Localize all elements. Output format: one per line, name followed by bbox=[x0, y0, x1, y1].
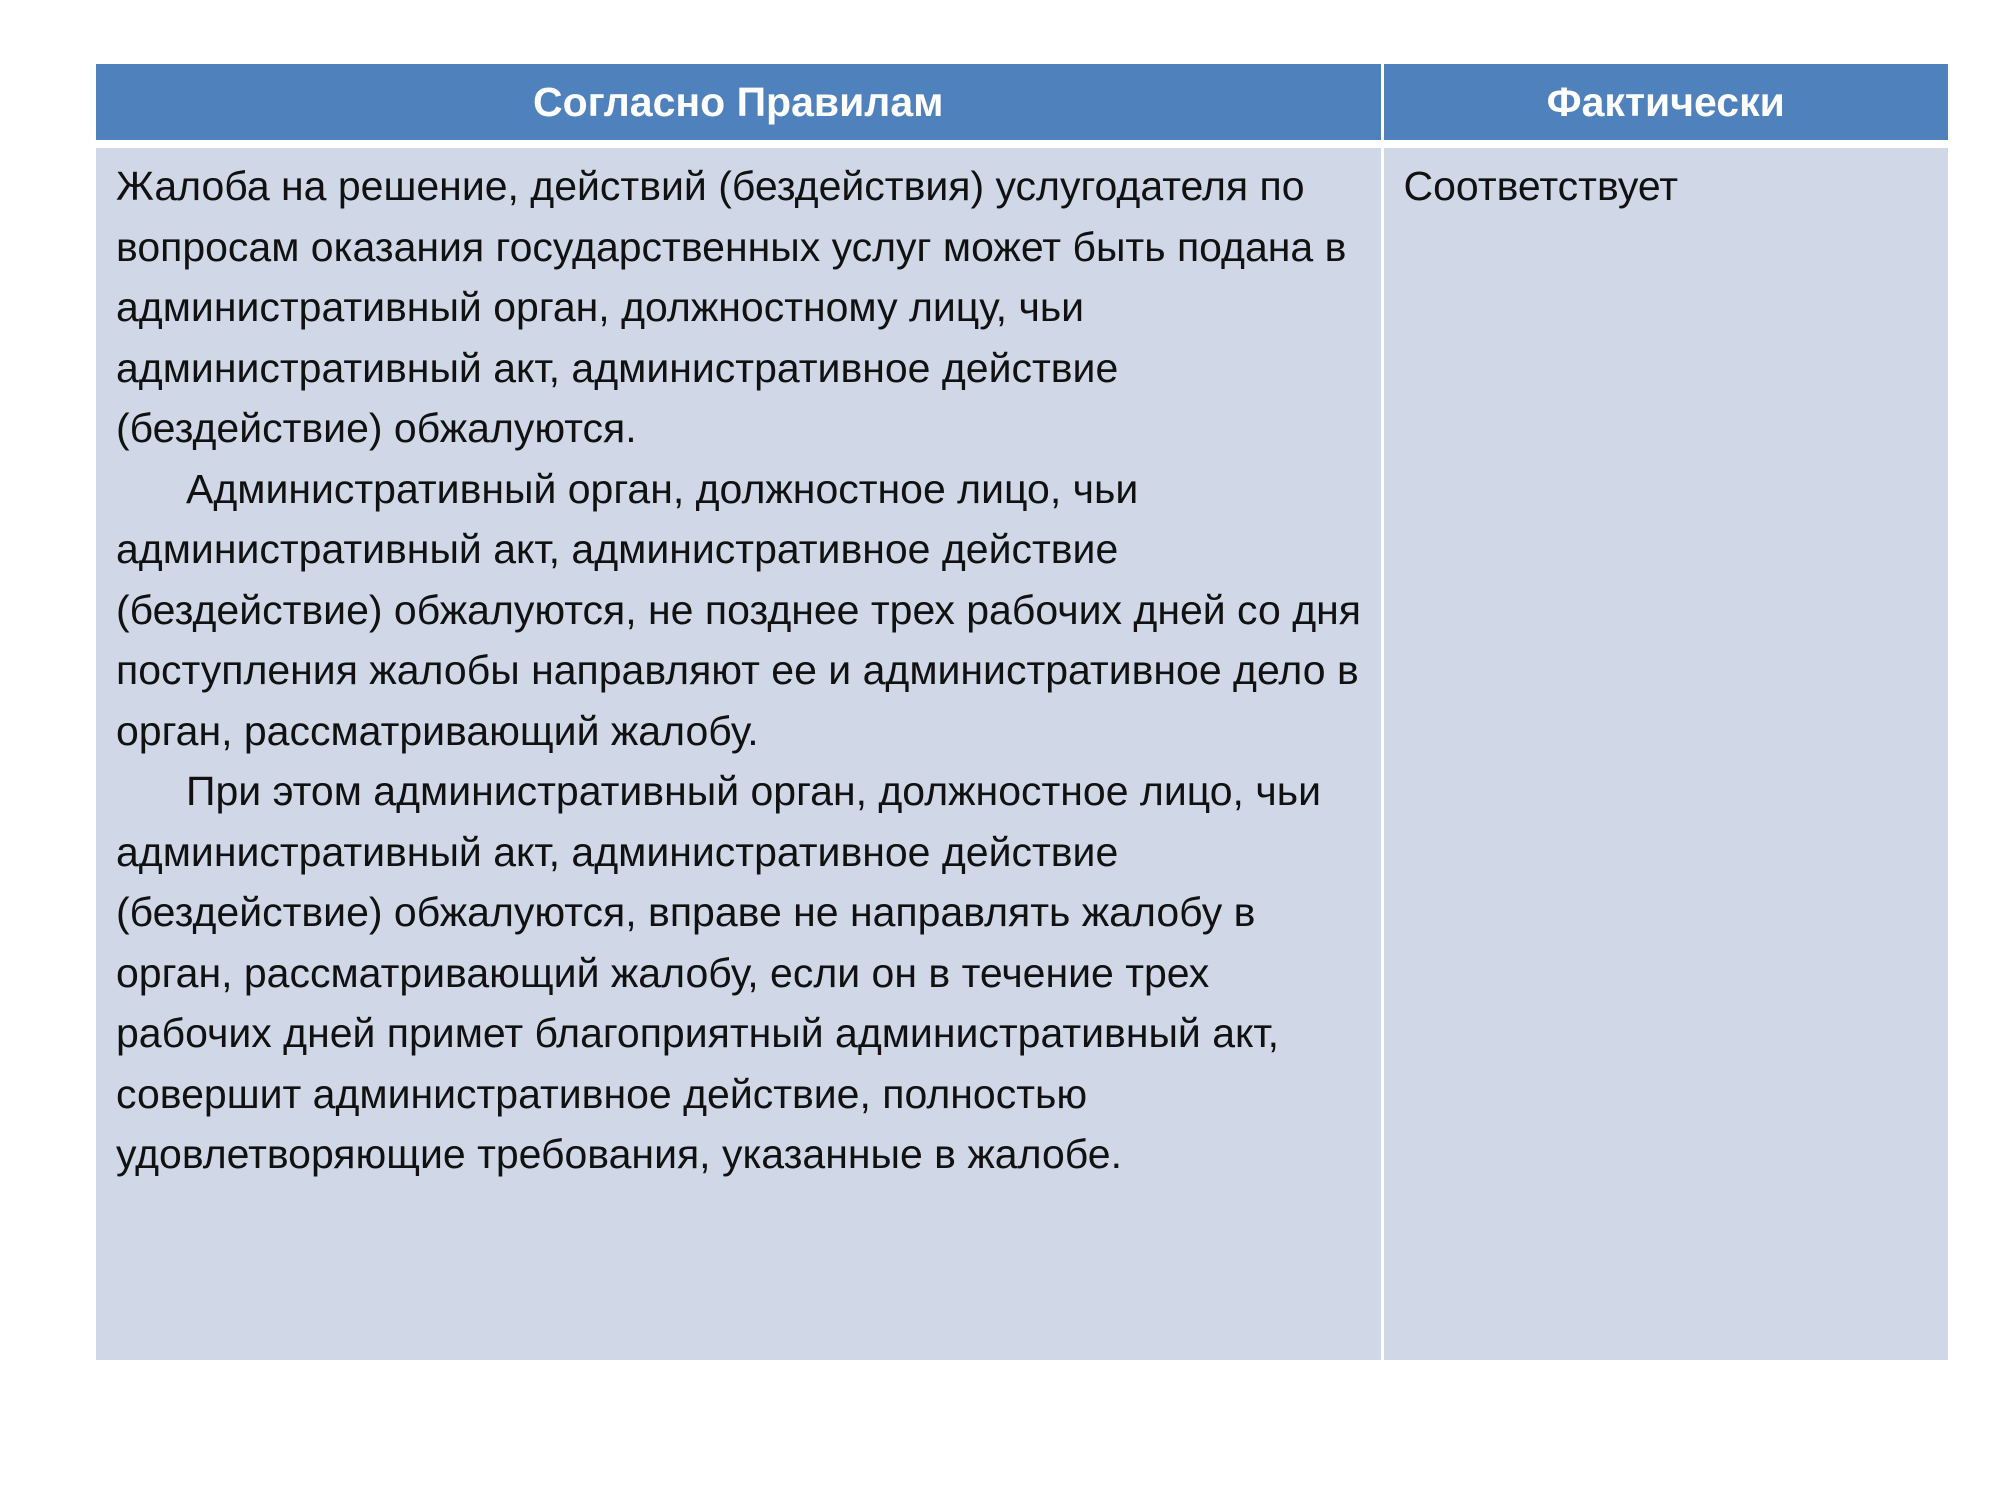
actual-status-text: Соответствует bbox=[1403, 163, 1679, 209]
table-row bbox=[96, 144, 1948, 1360]
rule-paragraph: Жалоба на решение, действий (бездействия) услугодателя по вопросам оказания государственных услуг может быть подана в административный орган, должностному лицу, чьи административный акт, административное действие (бездействие) обжалуются. bbox=[116, 163, 1347, 451]
rule-paragraph: При этом административный орган, должностное лицо, чьи административный акт, административное действие (бездействие) обжалуются, вправе не направлять жалобу в орган, рассматривающий жалобу, если он в течение трех рабочих дней примет благоприятный административный акт, совершит административное действие, полностью удовлетворяющие требования, указанные в жалобе. bbox=[116, 768, 1321, 1177]
table-header-row bbox=[96, 64, 1948, 144]
column-header-actual: Фактически bbox=[1382, 64, 1948, 144]
actual-status-cell bbox=[1382, 144, 1948, 1360]
rule-text-cell bbox=[96, 144, 1382, 1360]
column-header-rules: Согласно Правилам bbox=[96, 64, 1382, 144]
rule-paragraph: Административный орган, должностное лицо, чьи административный акт, административное действие (бездействие) обжалуются, не позднее трех рабочих дней со дня поступления жалобы направляют ее и административное дело в орган, рассматривающий жалобу. bbox=[116, 465, 1361, 754]
comparison-table bbox=[96, 64, 1948, 1360]
